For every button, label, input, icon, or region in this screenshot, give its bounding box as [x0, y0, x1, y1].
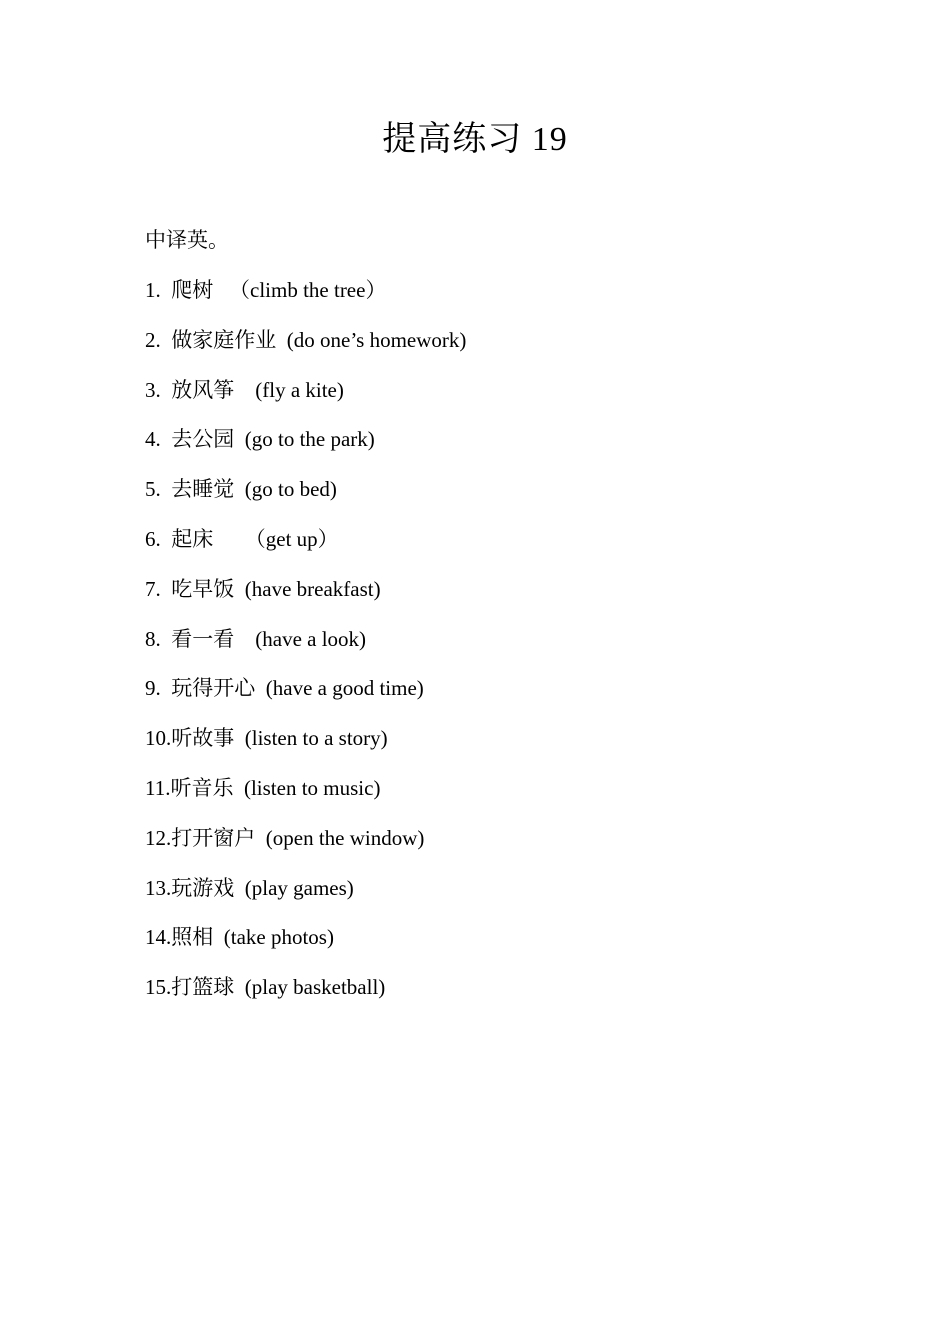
exercise-item: 5. 去睡觉 (go to bed) [145, 477, 337, 502]
exercise-item: 6. 起床 （get up） [145, 526, 339, 551]
exercise-item: 8. 看一看 (have a look) [145, 626, 367, 651]
instruction-text: 中译英。 [145, 228, 229, 252]
exercise-item: 14.照相 (take photos) [145, 925, 334, 950]
exercise-item: 12.打开窗户 (open the window) [145, 825, 425, 850]
exercise-item: 2. 做家庭作业 (do one’s homework) [145, 327, 467, 352]
exercise-item: 15.打篮球 (play basketball) [145, 975, 386, 1000]
exercise-item: 9. 玩得开心 (have a good time) [145, 676, 424, 701]
exercise-list [145, 276, 466, 1023]
exercise-item: 10.听故事 (listen to a story) [145, 726, 388, 751]
exercise-item: 7. 吃早饭 (have breakfast) [145, 576, 381, 601]
exercise-item: 13.玩游戏 (play games) [145, 875, 354, 900]
exercise-item: 4. 去公园 (go to the park) [145, 427, 375, 452]
exercise-item: 3. 放风筝 (fly a kite) [145, 377, 344, 402]
exercise-item: 1. 爬树 （climb the tree） [145, 278, 387, 302]
page-title: 提高练习 19 [382, 121, 568, 158]
exercise-item: 11.听音乐 (listen to music) [145, 775, 381, 800]
